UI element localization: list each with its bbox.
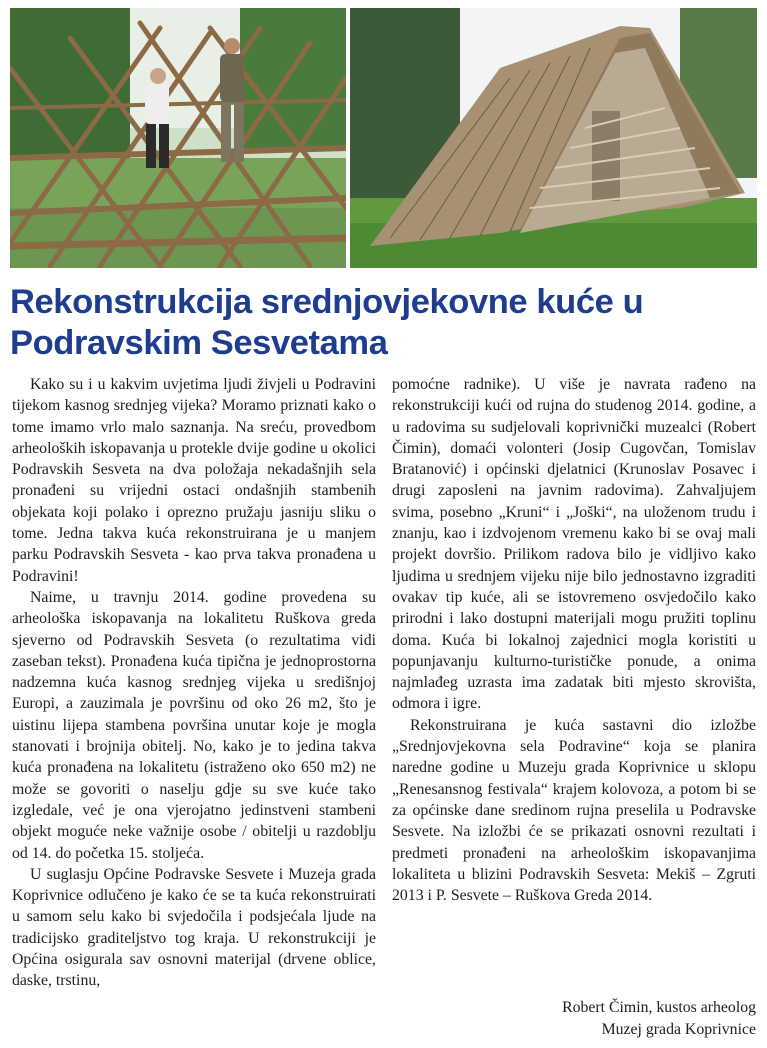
author-signature xyxy=(562,997,756,1040)
photo-reconstructed-house xyxy=(350,8,757,268)
paragraph: Rekonstruirana je kuća sastavni dio izložbe „Srednjovjekovna sela Podravine“ koja se planira naredne godine u Muzeju grada Koprivnice u sklopu „Renesansnog festivala“ krajem kolovoza, a potom bi se za općinske dane sredinom rujna preselila u Podravske Sesvete. Na izložbi će se prikazati osnovni rezultati i predmeti pronađeni na arheološkim iskopavanjima lokaliteta u blizini Podravskih Sesveta: Mekiš – Zgruti 2013 i P. Sesvete – Ruškova Greda 2014. xyxy=(392,716,756,905)
photo-roof-construction xyxy=(10,8,346,268)
author-institution: Muzej grada Koprivnice xyxy=(601,1020,756,1038)
paragraph: Naime, u travnju 2014. godine provedena su arheološka iskopavanja na lokalitetu Ruškova greda sjeverno od Podravskih Sesveta (o rezultatima vidi zaseban tekst). Pronađena kuća tipična je jednoprostorna nadzemna kuća kasnog srednjeg vijeka u središnjoj Europi, a zauzimala je površinu od oko 26 m2, što je uistinu lijepa stambena površina unutar koje je mogla stanovati i brojnija obitelj. No, kako je to jedina takva kuća pronađena na lokalitetu (istraženo oko 650 m2) ne može se govoriti o naselju gdje su sve kuće tako izgledale, već je ona vjerojatno jedinstveni stambeni objekt moguće neke važnije osobe / obitelji u razdoblju od 14. do početka 15. stoljeća. xyxy=(12,588,376,862)
article-title xyxy=(10,282,760,364)
title-line-1: Rekonstrukcija srednjovjekovne kuće u xyxy=(10,283,644,321)
author-name: Robert Čimin, kustos arheolog xyxy=(562,999,756,1016)
paragraph: pomoćne radnike). U više je navrata rađeno na rekonstrukciji kući od rujna do studenog 2014. godine, a u radovima su sudjelovali koprivnički muzealci (Robert Čimin), domaći volonteri (Josip Cugovčan, Tomislav Bratanović) i općinski djelatnici (Krunoslav Posavec i drugi zaposleni na javnim radovima). Zahvaljujem svima, posebno „Kruni“ i „Joški“, na uloženom trudu i znanju, kao i izdvojenom vremenu kako bi se ovaj mali projekt dovršio. Prilikom radova bilo je vidljivo kako ljudima u srednjem vijeku nije bilo jednostavno izgraditi ovakav tip kuće, ali se istovremeno osvjedočilo kako prirodni i lako dostupni materijali mogu pružiti toplinu doma. Kuća bi lokalnoj zajednici mogla koristiti u popunjavanju kulturno-turističke ponude, a onima najmlađeg uzrasta ima zadatak biti mjesto skrovišta, odmora i igre. xyxy=(392,376,756,713)
article-column-right xyxy=(392,374,756,906)
paragraph: Kako su i u kakvim uvjetima ljudi živjeli u Podravini tijekom kasnog srednjeg vijeka? Moramo priznati kako o tome imamo vrlo malo saznanja. Na sreću, provedbom arheoloških iskopavanja u protekle dvije godine u okolici Podravskih Sesveta na dva položaja nekadašnjih sela pronađeni su vrijedni ostaci ondašnjih stambenih objekata koji polako i oprezno pružaju jasniju sliku o tome. Jedna takva kuća rekonstruirana je u manjem parku Podravskih Sesveta - kao prva takva pronađena u Podravini! xyxy=(12,376,376,585)
paragraph: U suglasju Općine Podravske Sesvete i Muzeja grada Koprivnice odlučeno je kako će se ta kuća rekonstruirati u samom selu kako bi svjedočila i podsjećala ljude na tradicijsko graditeljstvo tog kraja. U rekonstrukciji je Općina osigurala sav osnovni materijal (drvene oblice, daske, trstinu, xyxy=(12,865,376,990)
article-column-left xyxy=(12,374,376,992)
title-line-2: Podravskim Sesvetama xyxy=(10,324,388,362)
